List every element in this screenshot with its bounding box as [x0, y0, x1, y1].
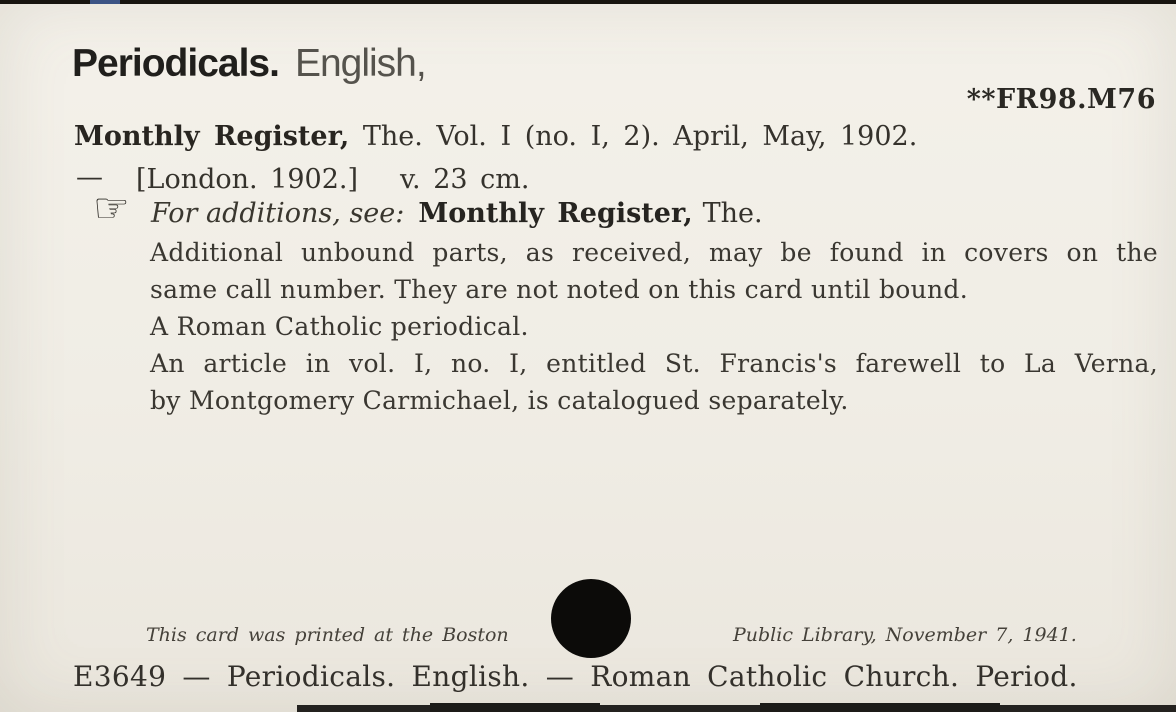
punch-hole [551, 579, 631, 658]
scan-top-edge [0, 0, 1176, 4]
tracing-line: E3649 — Periodicals. English. — Roman Catholic Church. Period. [73, 660, 1078, 693]
subject-stamp-secondary: English, [294, 42, 426, 85]
note-article-line1: An article in vol. I, no. I, entitled St. Francis's farewell to La Verna, [150, 349, 1158, 378]
see-reference-line [151, 198, 763, 229]
note-unbound-line1: Additional unbound parts, as received, may be found in covers on the [150, 238, 1158, 267]
main-entry-title: Monthly Register, [74, 121, 350, 152]
see-reference-lead-in: For additions, see: [151, 198, 405, 229]
subject-stamp-primary: Periodicals. [72, 42, 279, 85]
note-article-line2: by Montgomery Carmichael, is catalogued separately. [150, 386, 849, 415]
manicule-icon: ☞ [93, 184, 130, 232]
scan-bottom-edge-notch [430, 703, 600, 712]
note-periodical: A Roman Catholic periodical. [150, 312, 529, 341]
repeat-dash: — [76, 162, 103, 193]
collation: v. 23 cm. [400, 164, 530, 195]
scan-bottom-edge-notch [760, 703, 1000, 712]
imprint-place-date: [London. 1902.] [136, 164, 359, 195]
printed-note-right: Public Library, November 7, 1941. [733, 624, 1077, 646]
scan-bottom-edge [297, 705, 1176, 712]
main-entry-continuation: The. Vol. I (no. I, 2). April, May, 1902. [362, 121, 918, 152]
printed-note-left: This card was printed at the Boston [146, 624, 509, 646]
see-reference-target-rest: The. [702, 198, 763, 229]
notes-block [150, 234, 1158, 419]
scan-top-edge-blue-mark [90, 0, 120, 4]
main-entry-line [74, 121, 917, 152]
note-unbound-line2: same call number. They are not noted on this card until bound. [150, 275, 968, 304]
subject-stamp [72, 42, 426, 86]
call-number: **FR98.M76 [966, 84, 1156, 115]
see-reference-target: Monthly Register, [418, 198, 693, 229]
imprint-line [74, 164, 774, 198]
